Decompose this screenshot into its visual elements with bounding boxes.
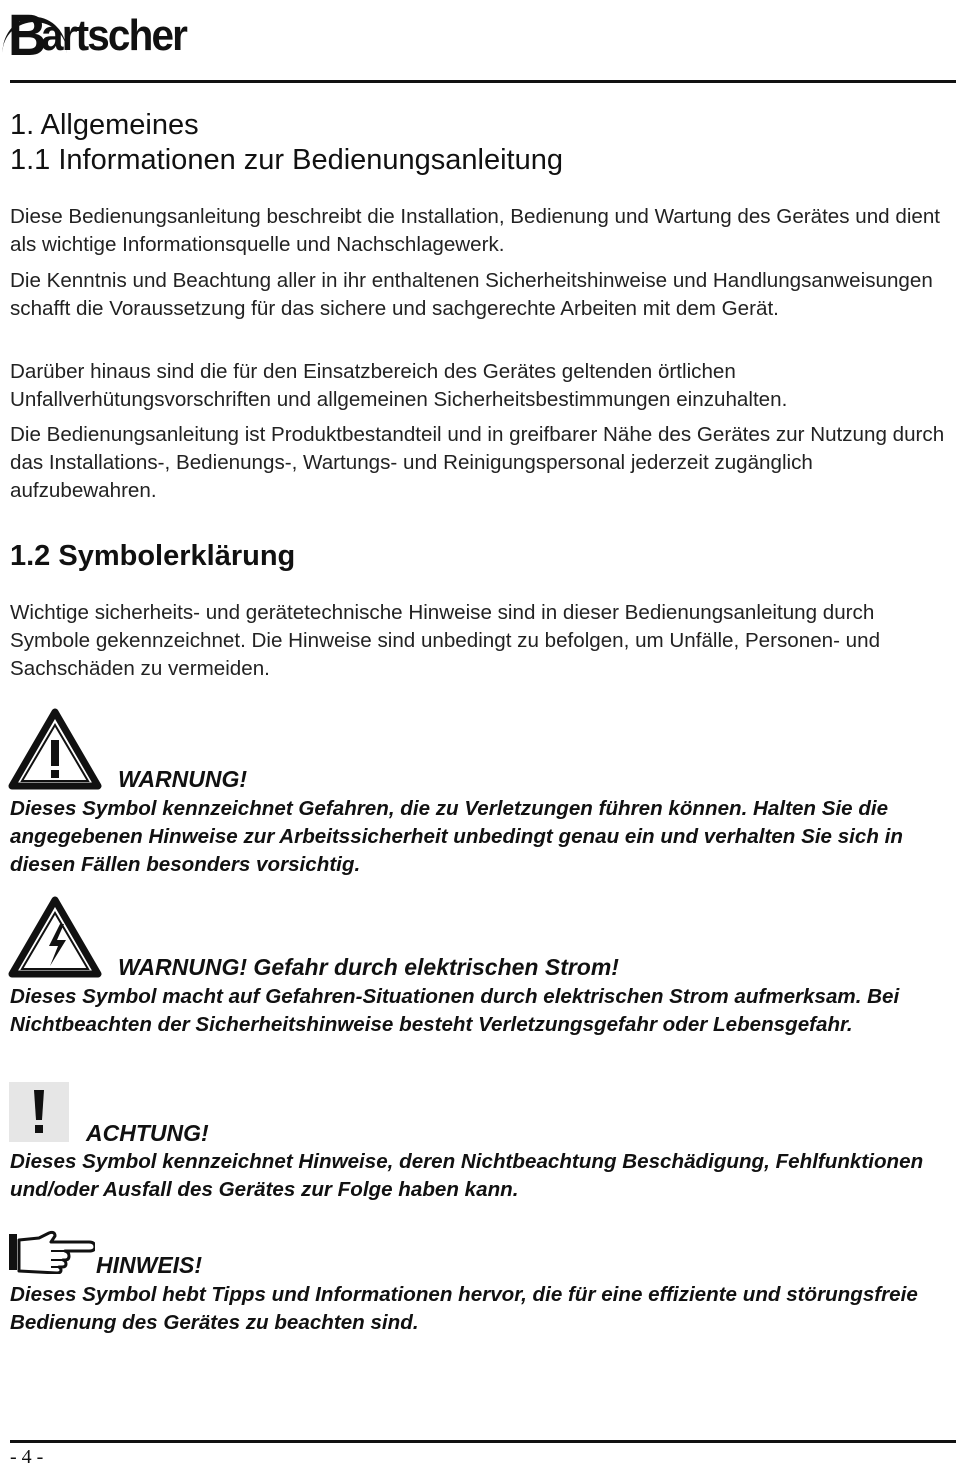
note-text: Dieses Symbol hebt Tipps und Informationen hervor, die für eine effiziente und störungsfreie Bedienung des Gerätes zu beachten sind. — [10, 1283, 918, 1334]
paragraph-symbole-intro: Wichtige sicherheits- und gerätetechnische Hinweise sind in dieser Bedienungsanleitung durch Symbole gekennzeichnet. Die Hinweise sind unbedingt zu befolgen, um Unfälle, Personen- und Sachschäden zu vermeiden. — [10, 601, 881, 680]
footer-rule — [10, 1440, 956, 1443]
paragraph-intro: Diese Bedienungsanleitung beschreibt die Installation, Bedienung und Wartung des Gerätes und dient als wichtige Informationsquelle und Nachschlagewerk. — [10, 205, 941, 256]
caution-title: ACHTUNG! — [86, 1120, 209, 1146]
warning-text: Dieses Symbol kennzeichnet Gefahren, die zu Verletzungen führen können. Halten Sie die angegebenen Hinweise zur Arbeitssicherheit unbedingt genau ein und verhalten Sie sich in diesen Fällen besonders vorsichtig. — [10, 797, 903, 876]
section-heading-informationen: 1.1 Informationen zur Bedienungsanleitung — [10, 144, 563, 176]
caution-text: Dieses Symbol kennzeichnet Hinweise, deren Nichtbeachtung Beschädigung, Fehlfunktionen und/oder Ausfall des Gerätes zur Folge haben kann. — [10, 1150, 924, 1201]
paragraph-kenntnis: Die Kenntnis und Beachtung aller in ihr enthaltenen Sicherheitshinweise und Handlungsanweisungen schafft die Voraussetzung für das sichere und sachgerechte Arbeiten mit dem Gerät. — [10, 269, 933, 320]
electric-warning-text: Dieses Symbol macht auf Gefahren-Situationen durch elektrischen Strom aufmerksam. Bei Nichtbeachten der Sicherheitshinweise besteht Verletzungsgefahr oder Lebensgefahr. — [10, 985, 900, 1036]
header-rule — [10, 80, 956, 83]
brand-logo — [8, 4, 186, 68]
note-title: HINWEIS! — [96, 1252, 203, 1278]
warning-title: WARNUNG! — [118, 766, 248, 792]
electric-hazard-icon — [8, 896, 102, 978]
page-number: - 4 - — [10, 1446, 44, 1468]
pointing-hand-icon — [9, 1230, 95, 1274]
paragraph-aufbewahrung: Die Bedienungsanleitung ist Produktbestandteil und in greifbarer Nähe des Gerätes zur Nutzung durch das Installations-, Bedienungs-, Wartungs- und Reinigungspersonal jederzeit zugänglich aufzubewahren. — [10, 423, 945, 502]
warning-triangle-icon — [8, 708, 102, 790]
exclamation-icon — [9, 1082, 69, 1142]
electric-warning-title: WARNUNG! Gefahr durch elektrischen Strom! — [118, 954, 619, 980]
section-heading-allgemeines: 1. Allgemeines — [10, 109, 199, 141]
brand-logo-initial: B — [8, 3, 45, 68]
paragraph-darueber-hinaus: Darüber hinaus sind die für den Einsatzbereich des Gerätes geltenden örtlichen Unfallverhütungsvorschriften und allgemeinen Sicherheitsbestimmungen einzuhalten. — [10, 360, 788, 411]
brand-logo-text: artscher — [41, 11, 187, 60]
section-heading-symbolerklaerung: 1.2 Symbolerklärung — [10, 540, 296, 572]
